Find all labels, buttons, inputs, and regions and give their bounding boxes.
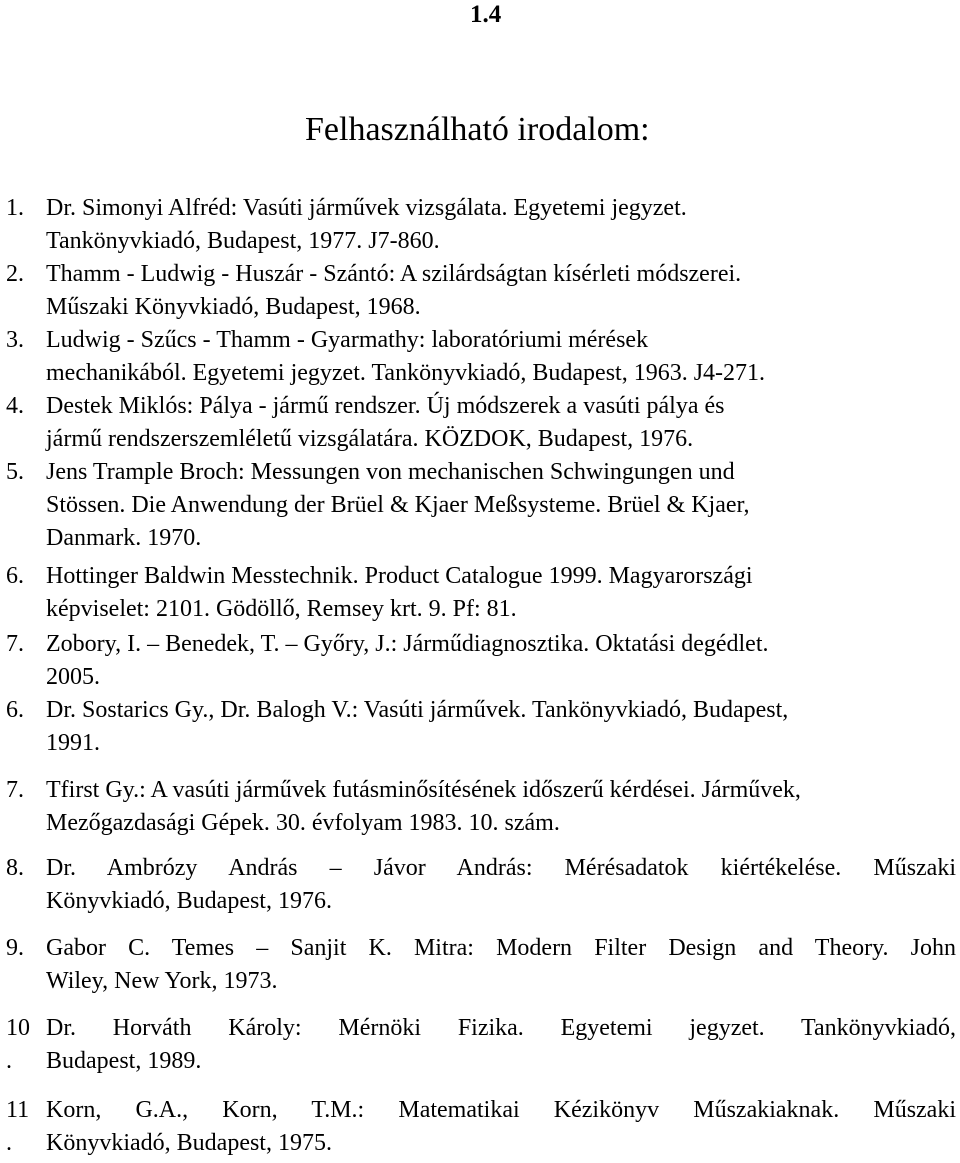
reference-number: 7. [6, 777, 24, 803]
reference-text: Gabor C. Temes – Sanjit K. Mitra: Modern Filter Design and Theory. John [46, 935, 956, 961]
reference-text: Dr. Simonyi Alfréd: Vasúti járművek vizsgálata. Egyetemi jegyzet. [46, 195, 687, 221]
reference-number: 7. [6, 631, 24, 657]
reference-number: 9. [6, 935, 24, 961]
reference-text: képviselet: 2101. Gödöllő, Remsey krt. 9. Pf: 81. [46, 596, 517, 622]
reference-text: Műszaki Könyvkiadó, Budapest, 1968. [46, 294, 421, 320]
reference-text: mechanikából. Egyetemi jegyzet. Tankönyvkiadó, Budapest, 1963. J4-271. [46, 360, 766, 386]
reference-number: 6. [6, 563, 24, 589]
reference-text: Ludwig - Szűcs - Thamm - Gyarmathy: laboratóriumi mérések [46, 327, 649, 353]
reference-text: Thamm - Ludwig - Huszár - Szántó: A szilárdságtan kísérleti módszerei. [46, 261, 742, 287]
reference-text: Korn, G.A., Korn, T.M.: Matematikai Kézikönyv Műszakiaknak. Műszaki [46, 1097, 956, 1123]
reference-number: 2. [6, 261, 24, 287]
reference-text: Stössen. Die Anwendung der Brüel & Kjaer Meßsysteme. Brüel & Kjaer, [46, 492, 750, 518]
reference-item [0, 852, 960, 918]
reference-item [0, 774, 960, 840]
reference-text: jármű rendszerszemléletű vizsgálatára. KÖZDOK, Budapest, 1976. [46, 426, 694, 452]
reference-text: 2005. [46, 664, 100, 690]
reference-number: 1. [6, 195, 24, 221]
reference-number: 5. [6, 459, 24, 485]
reference-item [0, 560, 960, 626]
reference-item [0, 456, 960, 555]
reference-text: Tfirst Gy.: A vasúti járművek futásminősítésének időszerű kérdései. Járművek, [46, 777, 801, 803]
reference-number: 8. [6, 855, 24, 881]
reference-item [0, 192, 960, 258]
reference-text: Mezőgazdasági Gépek. 30. évfolyam 1983. 10. szám. [46, 810, 560, 836]
page-title: Felhasználható irodalom: [305, 111, 650, 148]
reference-item [0, 932, 960, 998]
reference-text: Jens Trample Broch: Messungen von mechanischen Schwingungen und [46, 459, 735, 485]
reference-text: Wiley, New York, 1973. [46, 968, 278, 994]
reference-number: 6. [6, 697, 24, 723]
reference-text: Zobory, I. – Benedek, T. – Győry, J.: Járműdiagnosztika. Oktatási degédlet. [46, 631, 769, 657]
reference-number-suffix: . [6, 1130, 12, 1156]
reference-number: 11 [6, 1097, 30, 1123]
reference-item [0, 390, 960, 456]
reference-item [0, 628, 960, 694]
reference-text: Könyvkiadó, Budapest, 1975. [46, 1130, 332, 1156]
reference-item [0, 324, 960, 390]
reference-text: Könyvkiadó, Budapest, 1976. [46, 888, 332, 914]
reference-text: Tankönyvkiadó, Budapest, 1977. J7-860. [46, 228, 440, 254]
reference-text: Destek Miklós: Pálya - jármű rendszer. Új módszerek a vasúti pálya és [46, 393, 725, 419]
reference-text: Budapest, 1989. [46, 1048, 202, 1074]
reference-item [0, 258, 960, 324]
reference-number: 4. [6, 393, 24, 419]
reference-item [0, 694, 960, 760]
reference-number-suffix: . [6, 1048, 12, 1074]
reference-item [0, 1094, 960, 1160]
reference-item [0, 1012, 960, 1078]
reference-text: Hottinger Baldwin Messtechnik. Product Catalogue 1999. Magyarországi [46, 563, 753, 589]
page-number: 1.4 [470, 1, 502, 28]
reference-text: Danmark. 1970. [46, 525, 202, 551]
reference-text: Dr. Sostarics Gy., Dr. Balogh V.: Vasúti járművek. Tankönyvkiadó, Budapest, [46, 697, 789, 723]
reference-number: 10 [6, 1015, 30, 1041]
reference-text: Dr. Ambrózy András – Jávor András: Mérésadatok kiértékelése. Műszaki [46, 855, 956, 881]
reference-number: 3. [6, 327, 24, 353]
reference-text: Dr. Horváth Károly: Mérnöki Fizika. Egyetemi jegyzet. Tankönyvkiadó, [46, 1015, 956, 1041]
reference-text: 1991. [46, 730, 100, 756]
